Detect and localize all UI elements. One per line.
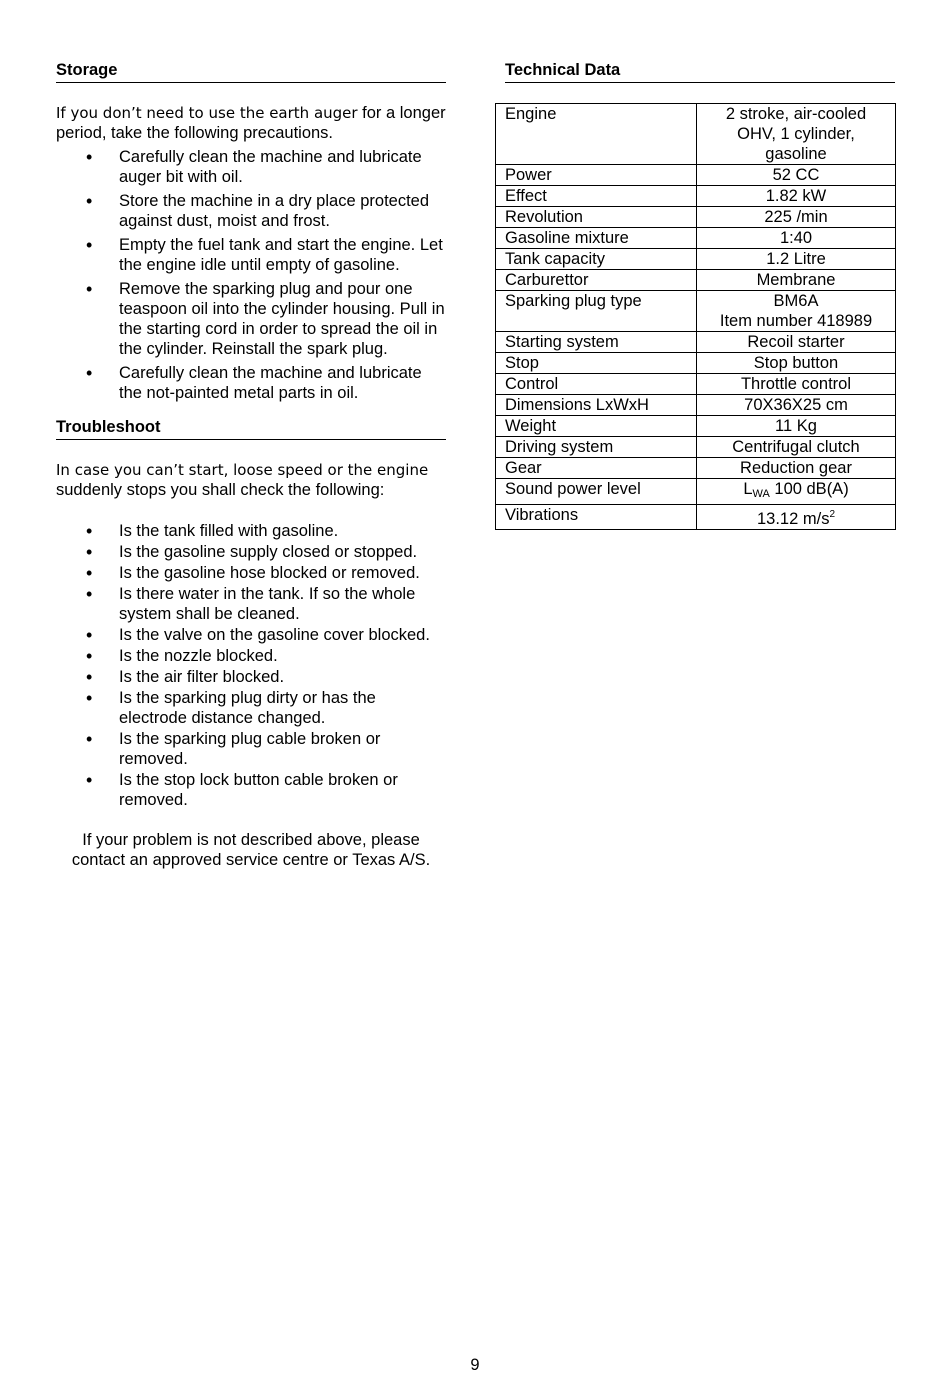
value-line: 1:40 [779, 229, 813, 247]
table-cell-label: Tank capacity [496, 249, 697, 270]
technical-table-body [496, 104, 896, 530]
table-cell-label: Driving system [496, 437, 697, 458]
troubleshoot-intro [56, 460, 446, 500]
technical-heading: Technical Data [505, 60, 895, 83]
table-row [496, 291, 896, 332]
sound-prefix: L [743, 480, 753, 498]
value-line: 2 stroke, air-cooled [725, 105, 867, 123]
table-cell-value [697, 395, 896, 416]
value-line: Reduction gear [740, 459, 852, 477]
storage-list [56, 147, 446, 403]
table-cell-value [697, 458, 896, 479]
table-cell-value [697, 437, 896, 458]
table-cell-value [697, 374, 896, 395]
left-column [56, 60, 446, 870]
list-item: • Is there water in the tank. If so the whole system shall be cleaned. [56, 584, 446, 624]
value-line: 225 /min [764, 208, 828, 226]
sound-number: 100 dB(A) [769, 480, 849, 498]
table-cell-label: Power [496, 165, 697, 186]
table-row [496, 186, 896, 207]
table-cell-value [697, 104, 896, 165]
list-item: • Empty the fuel tank and start the engine. Let the engine idle until empty of gasoline. [56, 235, 446, 275]
list-item: • Store the machine in a dry place protected against dust, moist and frost. [56, 191, 446, 231]
table-cell-value [697, 165, 896, 186]
storage-intro [56, 103, 446, 143]
vibrations-number: 13.12 m/s [756, 510, 830, 528]
list-item: • Is the nozzle blocked. [56, 646, 446, 666]
list-item: • Is the valve on the gasoline cover blocked. [56, 625, 446, 645]
list-item: • Is the gasoline hose blocked or removed. [56, 563, 446, 583]
troubleshoot-intro-lead: In case you can’t start, loose speed or the engine [56, 461, 429, 479]
table-cell-value [697, 353, 896, 374]
table-cell-value [697, 186, 896, 207]
table-row [496, 479, 896, 505]
table-cell-value [697, 270, 896, 291]
list-item: • Carefully clean the machine and lubricate auger bit with oil. [56, 147, 446, 187]
vibrations-value [697, 505, 896, 530]
table-row [496, 249, 896, 270]
table-cell-label: Gasoline mixture [496, 228, 697, 249]
value-line: Centrifugal clutch [732, 438, 860, 456]
page-number: 9 [470, 1356, 480, 1374]
value-line: gasoline [765, 145, 827, 163]
value-line: Recoil starter [747, 333, 845, 351]
storage-heading: Storage [56, 60, 446, 83]
value-line: 1.82 kW [765, 187, 827, 205]
table-cell-value [697, 291, 896, 332]
right-column [505, 60, 896, 530]
table-cell-value [697, 416, 896, 437]
list-item: • Is the sparking plug dirty or has the electrode distance changed. [56, 688, 446, 728]
table-row [496, 437, 896, 458]
sound-label: Sound power level [496, 479, 697, 505]
table-cell-label: Effect [496, 186, 697, 207]
table-cell-value [697, 207, 896, 228]
value-line: BM6A [773, 292, 819, 310]
table-cell-label: Control [496, 374, 697, 395]
value-line: Stop button [753, 354, 839, 372]
table-row [496, 458, 896, 479]
vibrations-label: Vibrations [496, 505, 697, 530]
table-row [496, 207, 896, 228]
table-row [496, 332, 896, 353]
vibrations-superscript: 2 [829, 509, 836, 520]
value-line: Throttle control [740, 375, 852, 393]
table-cell-label: Gear [496, 458, 697, 479]
troubleshoot-closing: If your problem is not described above, please contact an approved service centre or Texas A/S. [71, 831, 431, 869]
table-cell-value [697, 249, 896, 270]
list-item: • Is the gasoline supply closed or stopped. [56, 542, 446, 562]
value-line: Membrane [756, 271, 836, 289]
table-cell-label: Stop [496, 353, 697, 374]
table-cell-value [697, 332, 896, 353]
list-item: • Is the stop lock button cable broken or removed. [56, 770, 446, 810]
table-row [496, 416, 896, 437]
table-row [496, 374, 896, 395]
list-item: • Is the air filter blocked. [56, 667, 446, 687]
table-cell-label: Sparking plug type [496, 291, 697, 332]
table-cell-label: Carburettor [496, 270, 697, 291]
storage-intro-rest: for a longer period, take the following precautions. [56, 104, 446, 142]
sound-value [697, 479, 896, 505]
troubleshoot-heading: Troubleshoot [56, 417, 446, 440]
storage-intro-lead: If you don’t need to use the earth auger [56, 104, 358, 122]
table-row [496, 270, 896, 291]
table-cell-value [697, 228, 896, 249]
value-line: Item number 418989 [719, 312, 873, 330]
sound-subscript: WA [752, 488, 770, 500]
value-line: 70X36X25 cm [744, 396, 848, 414]
table-row [496, 228, 896, 249]
table-row [496, 395, 896, 416]
table-cell-label: Engine [496, 104, 697, 165]
table-row [496, 505, 896, 530]
value-line: 52 CC [772, 166, 820, 184]
table-row [496, 353, 896, 374]
table-cell-label: Dimensions LxWxH [496, 395, 697, 416]
technical-table [495, 103, 896, 530]
list-item: • Is the sparking plug cable broken or removed. [56, 729, 446, 769]
table-row [496, 165, 896, 186]
table-cell-label: Revolution [496, 207, 697, 228]
table-row [496, 104, 896, 165]
table-cell-label: Starting system [496, 332, 697, 353]
list-item: • Remove the sparking plug and pour one teaspoon oil into the cylinder housing. Pull in the starting cord in order to spread the oil in the cylinder. Reinstall the spark plug. [56, 279, 446, 359]
list-item: • Carefully clean the machine and lubricate the not-painted metal parts in oil. [56, 363, 446, 403]
list-item: • Is the tank filled with gasoline. [56, 521, 446, 541]
value-line: OHV, 1 cylinder, [737, 125, 855, 143]
value-line: 11 Kg [775, 417, 817, 435]
troubleshoot-list [56, 521, 446, 810]
value-line: 1.2 Litre [766, 250, 826, 268]
table-cell-label: Weight [496, 416, 697, 437]
troubleshoot-intro-rest: suddenly stops you shall check the following: [56, 481, 385, 499]
